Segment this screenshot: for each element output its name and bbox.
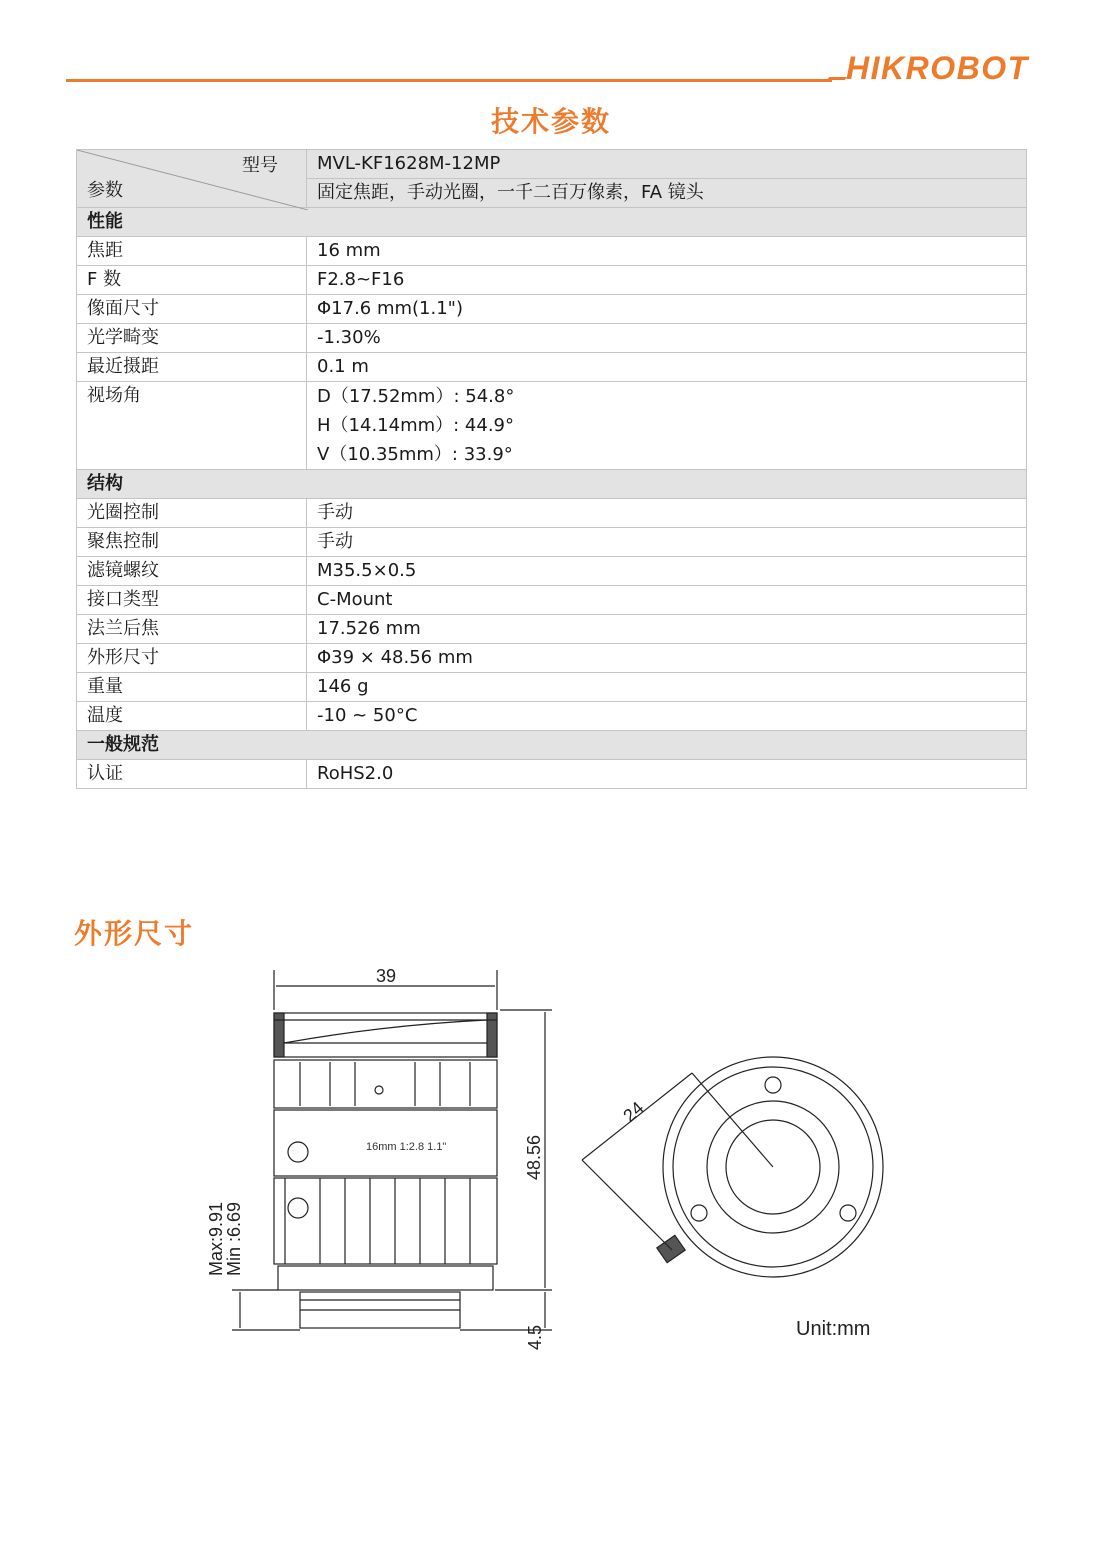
section-row: [77, 208, 1027, 237]
spec-value: C-Mount: [307, 586, 1027, 615]
table-row: [77, 266, 1027, 295]
model-value: MVL-KF1628M-12MP: [307, 150, 1027, 179]
table-row: [77, 586, 1027, 615]
lens-marking: 16mm 1:2.8 1.1": [366, 1141, 447, 1153]
spec-value: RoHS2.0: [307, 760, 1027, 789]
table-row: [77, 673, 1027, 702]
focus-ring: [274, 1060, 497, 1108]
param-label: 参数: [87, 180, 123, 201]
spec-value: 17.526 mm: [307, 615, 1027, 644]
spec-key: 最近摄距: [77, 353, 307, 382]
spec-value: M35.5×0.5: [307, 557, 1027, 586]
spec-key: 认证: [77, 760, 307, 789]
spec-key: 像面尺寸: [77, 295, 307, 324]
spec-key: 重量: [77, 673, 307, 702]
model-description: 固定焦距，手动光圈，一千二百万像素，FA 镜头: [307, 179, 1027, 208]
section-title: 结构: [77, 470, 1027, 499]
spec-value: F2.8~F16: [307, 266, 1027, 295]
spec-key: 焦距: [77, 237, 307, 266]
spec-value: Φ17.6 mm(1.1"): [307, 295, 1027, 324]
table-row: [77, 324, 1027, 353]
spec-key: 光圈控制: [77, 499, 307, 528]
table-row: [77, 237, 1027, 266]
table-row: [77, 702, 1027, 731]
spec-value: 146 g: [307, 673, 1027, 702]
table-header-row: [77, 150, 1027, 179]
lens-base: [278, 1266, 493, 1290]
dimension-drawing: [0, 950, 1102, 1370]
spec-key: 温度: [77, 702, 307, 731]
spec-value: -10 ~ 50°C: [307, 702, 1027, 731]
spec-key: 光学畸变: [77, 324, 307, 353]
backfocus-min-label: Min :6.69: [224, 1201, 244, 1276]
spec-value-line: D（17.52mm）: 54.8°: [317, 386, 515, 407]
spec-value: [307, 382, 1027, 470]
spec-value: 0.1 m: [307, 353, 1027, 382]
diagonal-header-cell: [77, 150, 307, 208]
section-title: 一般规范: [77, 731, 1027, 760]
model-label: 型号: [242, 155, 278, 176]
section-title: 性能: [77, 208, 1027, 237]
backfocus-max-label: Max:9.91: [206, 1201, 226, 1276]
aperture-ring: [274, 1178, 497, 1264]
spec-value: 16 mm: [307, 237, 1027, 266]
spec-key: 外形尺寸: [77, 644, 307, 673]
spec-key: 聚焦控制: [77, 528, 307, 557]
radius-label: 24: [619, 1097, 648, 1126]
spec-value: -1.30%: [307, 324, 1027, 353]
table-row: [77, 353, 1027, 382]
spec-value: 手动: [307, 528, 1027, 557]
spec-key: 接口类型: [77, 586, 307, 615]
spec-key: F 数: [77, 266, 307, 295]
height-label: 48.56: [524, 1134, 544, 1180]
unit-label: Unit:mm: [796, 1318, 871, 1340]
table-row: [77, 644, 1027, 673]
dimensions-title: 外形尺寸: [74, 917, 195, 950]
spec-value-line: H（14.14mm）: 44.9°: [317, 415, 514, 436]
radius-extension: [582, 1160, 672, 1250]
spec-value: Φ39 × 48.56 mm: [307, 644, 1027, 673]
spec-key: 滤镜螺纹: [77, 557, 307, 586]
section-row: [77, 470, 1027, 499]
table-row: [77, 760, 1027, 789]
table-row: [77, 382, 1027, 470]
table-row: [77, 499, 1027, 528]
spec-key: 法兰后焦: [77, 615, 307, 644]
width-label: 39: [376, 966, 397, 986]
spec-key: 视场角: [77, 382, 307, 470]
brand-logo: HIKROBOT: [846, 50, 1029, 86]
table-row: [77, 557, 1027, 586]
table-row: [77, 528, 1027, 557]
spec-value: 手动: [307, 499, 1027, 528]
spec-table: [76, 149, 1027, 789]
section-row: [77, 731, 1027, 760]
spec-value-line: V（10.35mm）: 33.9°: [317, 444, 513, 465]
page-title: 技术参数: [490, 105, 611, 138]
header-rule: [66, 79, 832, 82]
table-row: [77, 615, 1027, 644]
table-row: [77, 295, 1027, 324]
mount-label: 4.5: [525, 1324, 545, 1350]
